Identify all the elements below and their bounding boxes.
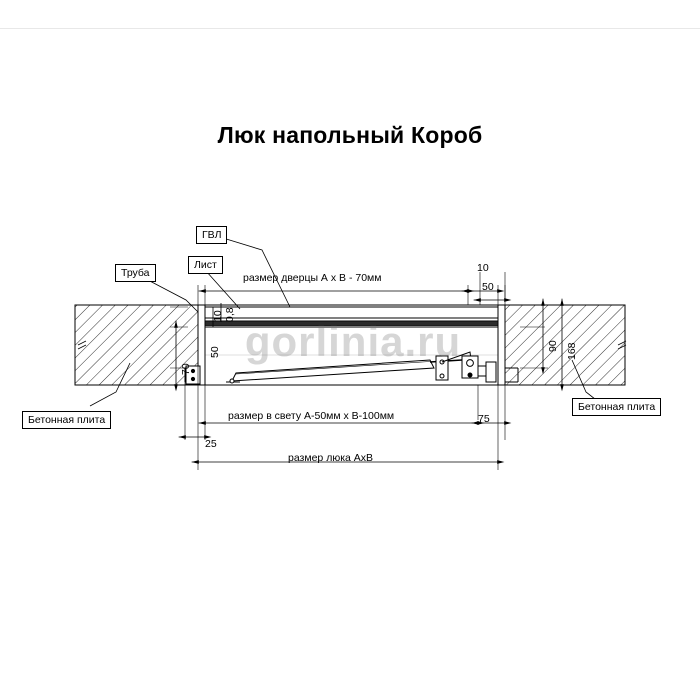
- dimension-25: 25: [205, 438, 217, 450]
- dimension-10-left: 10: [212, 310, 224, 322]
- dimension-168: 168: [566, 342, 578, 360]
- dimension-50-top: 50: [482, 281, 494, 293]
- dimension-clear-size: размер в свету А-50мм х В-100мм: [228, 410, 395, 422]
- dimension-0-8: 0,8: [224, 307, 236, 322]
- callout-pipe: Труба: [115, 264, 156, 282]
- callout-concrete-slab-right: Бетонная плита: [572, 398, 661, 416]
- page-title: Люк напольный Короб: [217, 122, 483, 148]
- dimension-door-size: размер дверцы А х В - 70мм: [243, 272, 382, 284]
- concrete-slab-right-hatch: [505, 305, 625, 385]
- dimension-70: 70: [180, 363, 192, 375]
- watermark: gorlinia.ru: [244, 318, 462, 365]
- dimension-hatch-size: размер люка АхВ: [288, 452, 374, 464]
- dimension-50-left: 50: [209, 346, 221, 358]
- callout-concrete-slab-left: Бетонная плита: [22, 411, 111, 429]
- callout-gvl: ГВЛ: [196, 226, 227, 244]
- callout-sheet: Лист: [188, 256, 223, 274]
- dimension-75: 75: [478, 413, 490, 425]
- door-leaf: [205, 307, 498, 327]
- dimension-90: 90: [547, 340, 559, 352]
- dimension-10-top: 10: [477, 262, 489, 274]
